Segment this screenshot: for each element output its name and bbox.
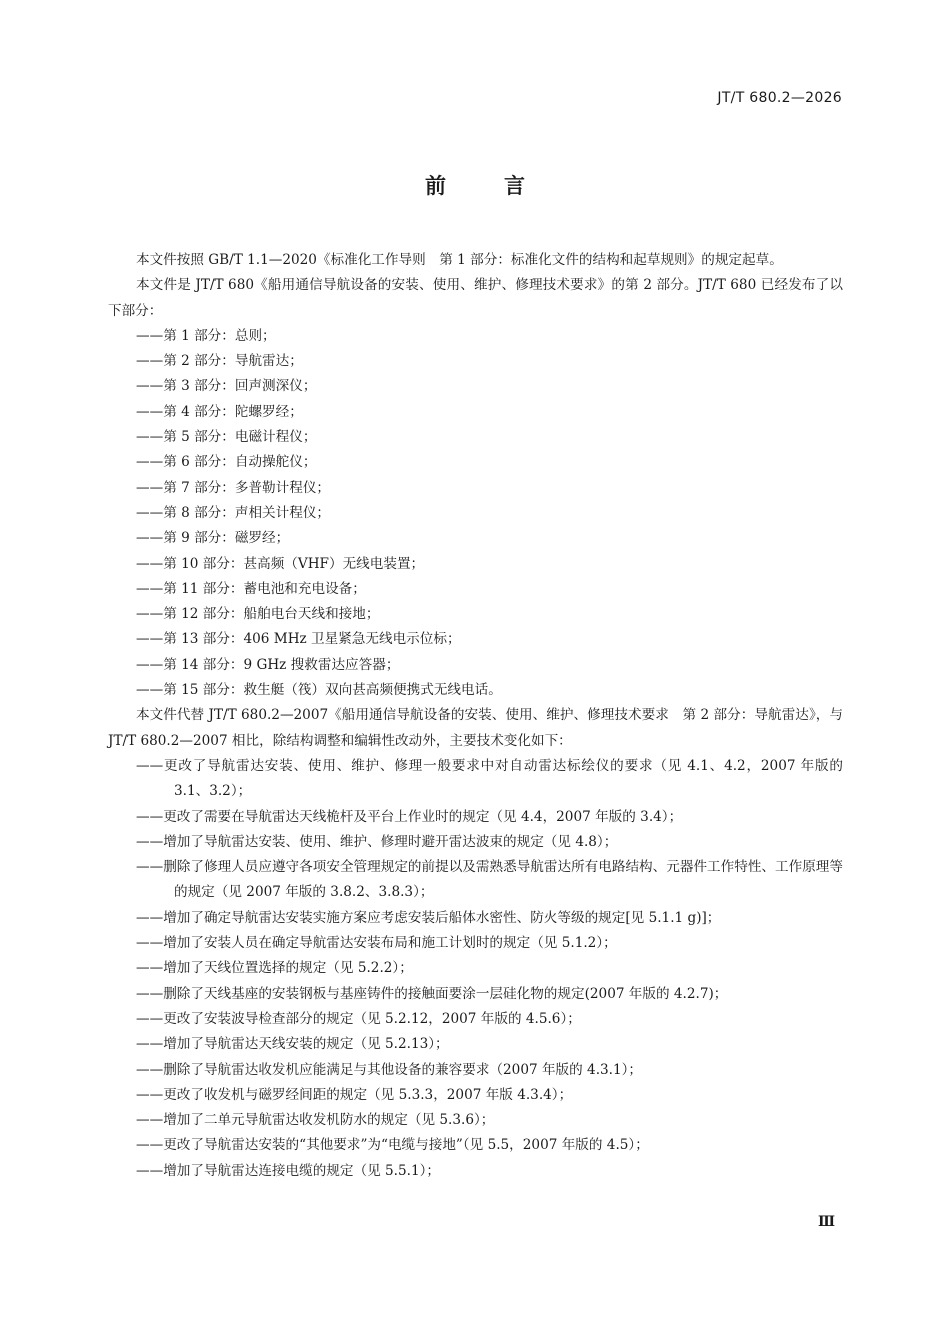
list-item: ——第 12 部分：船舶电台天线和接地； [136,606,380,623]
list-item: ——第 14 部分：9 GHz 搜救雷达应答器； [136,656,400,673]
change-item: ——更改了导航雷达安装、使用、维护、修理一般要求中对自动雷达标绘仪的要求（见 4.1、4.2，2007 年版的 3.1、3.2）； [136,757,843,800]
parts-list [108,324,843,703]
list-item: ——第 6 部分：自动操舵仪； [136,454,317,471]
change-item: ——增加了导航雷达安装、使用、维护、修理时避开雷达波束的规定（见 4.8）； [136,833,618,850]
list-item: ——第 11 部分：蓄电池和充电设备； [136,580,366,597]
changes-list [108,754,843,1184]
standard-code: JT/T 680.2—2026 [717,90,842,106]
page-title: 前言 [425,174,583,198]
list-item: ——第 9 部分：磁罗经； [136,530,290,547]
list-item: ——第 4 部分：陀螺罗经； [136,403,303,420]
change-item: ——删除了导航雷达收发机应能满足与其他设备的兼容要求（2007 年版的 4.3.1）； [136,1061,643,1078]
list-item: ——第 2 部分：导航雷达； [136,353,303,370]
list-item: ——第 5 部分：电磁计程仪； [136,429,317,446]
change-item: ——增加了导航雷达天线安装的规定（见 5.2.13）； [136,1036,449,1053]
change-item: ——删除了修理人员应遵守各项安全管理规定的前提以及需熟悉导航雷达所有电路结构、元器件工作特性、工作原理等的规定（见 2007 年版的 3.8.2、3.8.3）； [136,859,843,901]
change-item: ——增加了安装人员在确定导航雷达安装布局和施工计划时的规定（见 5.1.2）； [136,935,617,952]
change-item: ——更改了收发机与磁罗经间距的规定（见 5.3.3，2007 年版 4.3.4）； [136,1086,573,1103]
list-item: ——第 8 部分：声相关计程仪； [136,504,331,521]
change-item: ——更改了需要在导航雷达天线桅杆及平台上作业时的规定（见 4.4，2007 年版的 3.4）； [136,808,683,825]
page-number: Ⅲ [817,1214,835,1230]
change-item: ——更改了导航雷达安装的“其他要求”为“电缆与接地”（见 5.5，2007 年版的 4.5）； [136,1137,649,1154]
replacement-paragraph: 本文件代替 JT/T 680.2—2007《船用通信导航设备的安装、使用、维护、修理技术要求 第 2 部分：导航雷达》，与 JT/T 680.2—2007 相比，除结构调整和编辑性改动外，主要技术变化如下： [108,707,843,749]
change-item: ——增加了确定导航雷达安装实施方案应考虑安装后船体水密性、防火等级的规定[见 5.1.1 g)]； [136,909,721,926]
list-item: ——第 15 部分：救生艇（筏）双向甚高频便携式无线电话。 [136,682,502,699]
document-body [108,248,843,1184]
list-item: ——第 3 部分：回声测深仪； [136,378,317,395]
list-item: ——第 7 部分：多普勒计程仪； [136,479,331,496]
intro-paragraph-1: 本文件按照 GB/T 1.1—2020《标准化工作导则 第 1 部分：标准化文件的结构和起草规则》的规定起草。 [136,252,783,268]
list-item: ——第 13 部分：406 MHz 卫星紧急无线电示位标； [136,631,461,648]
list-item: ——第 1 部分：总则； [136,327,276,344]
intro-paragraph-2: 本文件是 JT/T 680《船用通信导航设备的安装、使用、维护、修理技术要求》的第 2 部分。JT/T 680 已经发布了以下部分： [108,277,843,319]
change-item: ——增加了导航雷达连接电缆的规定（见 5.5.1）； [136,1162,440,1179]
change-item: ——增加了天线位置选择的规定（见 5.2.2）； [136,960,413,977]
change-item: ——删除了天线基座的安装钢板与基座铸件的接触面要涂一层硅化物的规定(2007 年版的 4.2.7)； [136,985,728,1002]
change-item: ——增加了二单元导航雷达收发机防水的规定（见 5.3.6）； [136,1112,495,1129]
list-item: ——第 10 部分：甚高频（VHF）无线电装置； [136,555,425,572]
change-item: ——更改了安装波导检查部分的规定（见 5.2.12，2007 年版的 4.5.6）； [136,1010,581,1027]
